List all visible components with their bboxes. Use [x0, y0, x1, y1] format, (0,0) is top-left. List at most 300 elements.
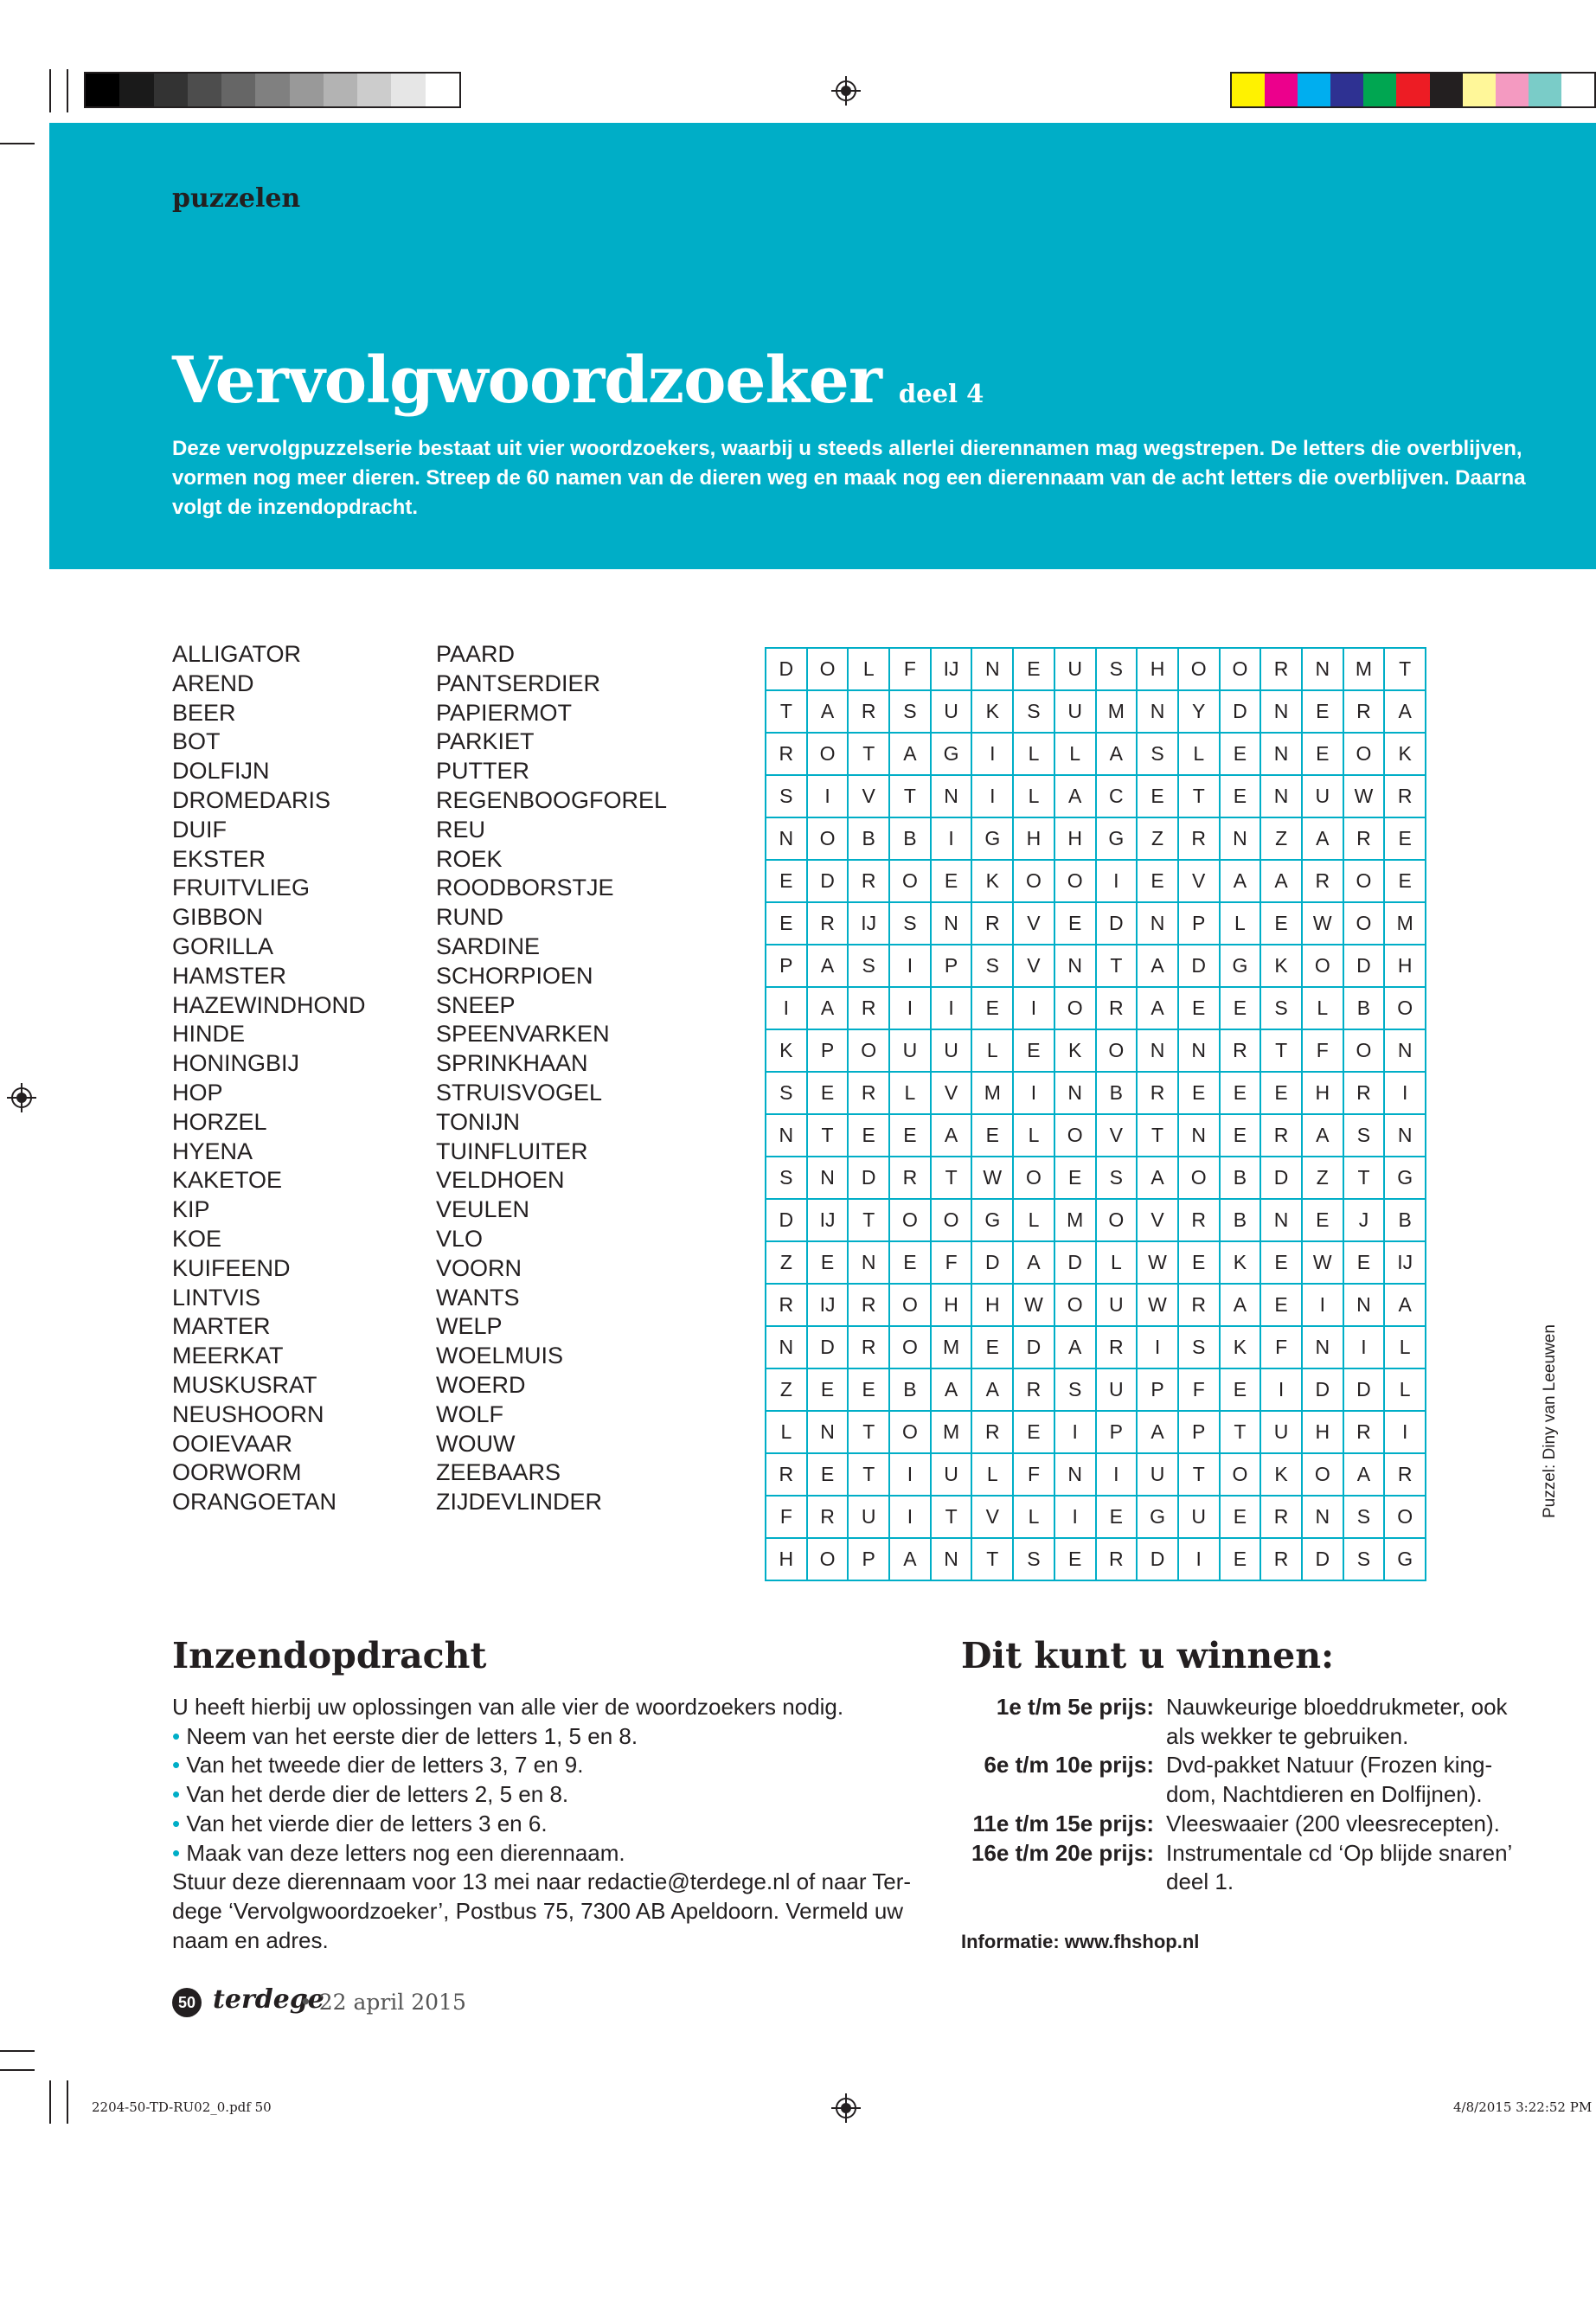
grid-cell: T: [889, 775, 931, 817]
grid-cell: E: [1054, 902, 1096, 945]
grid-cell: A: [1137, 1411, 1178, 1453]
grid-cell: O: [1343, 733, 1385, 775]
grid-cell: L: [1013, 1199, 1054, 1241]
grid-cell: N: [807, 1411, 849, 1453]
grid-cell: O: [1220, 648, 1261, 690]
grid-cell: N: [931, 775, 972, 817]
grid-row: [766, 902, 1426, 945]
prize-row: [958, 1810, 1529, 1839]
grid-cell: H: [1302, 1411, 1343, 1453]
grid-cell: U: [931, 1453, 972, 1496]
word-list-item: DOLFIJN: [172, 758, 270, 785]
grid-cell: I: [1384, 1072, 1426, 1114]
grid-cell: I: [766, 987, 807, 1029]
grid-row: [766, 1496, 1426, 1538]
grid-row: [766, 1241, 1426, 1284]
grid-cell: U: [1054, 690, 1096, 733]
grid-row: [766, 690, 1426, 733]
grid-cell: S: [1137, 733, 1178, 775]
word-list-item: ALLIGATOR: [172, 641, 302, 667]
grid-cell: F: [1013, 1453, 1054, 1496]
grid-cell: A: [931, 1368, 972, 1411]
grid-cell: O: [1054, 1114, 1096, 1157]
color-swatch: [1463, 74, 1496, 106]
grid-cell: I: [971, 775, 1013, 817]
grid-cell: Z: [1302, 1157, 1343, 1199]
grid-cell: E: [807, 1453, 849, 1496]
grid-cell: L: [971, 1029, 1013, 1072]
grid-cell: IJ: [848, 902, 889, 945]
assignment-step: [172, 1839, 925, 1868]
grayscale-bar: [84, 72, 461, 108]
grid-cell: A: [1302, 817, 1343, 860]
grid-cell: H: [766, 1538, 807, 1580]
grid-cell: L: [1096, 1241, 1138, 1284]
grid-cell: L: [1013, 733, 1054, 775]
grid-cell: E: [1220, 1114, 1261, 1157]
word-list-item: RUND: [436, 904, 503, 931]
grid-cell: T: [1220, 1411, 1261, 1453]
grid-cell: I: [1054, 1411, 1096, 1453]
grid-cell: D: [971, 1241, 1013, 1284]
grid-cell: D: [807, 860, 849, 902]
grid-cell: L: [1384, 1326, 1426, 1368]
grid-cell: P: [766, 945, 807, 987]
word-list-item: KUIFEEND: [172, 1254, 291, 1281]
grid-cell: L: [1013, 1496, 1054, 1538]
grid-cell: V: [848, 775, 889, 817]
grid-cell: E: [1220, 733, 1261, 775]
grid-cell: R: [807, 902, 849, 945]
grid-row: [766, 817, 1426, 860]
assignment-step: [172, 1722, 925, 1752]
grid-cell: R: [848, 1072, 889, 1114]
grid-cell: I: [971, 733, 1013, 775]
grid-cell: E: [1013, 1029, 1054, 1072]
grid-cell: I: [1054, 1496, 1096, 1538]
grid-cell: E: [931, 860, 972, 902]
word-list-item: SCHORPIOEN: [436, 962, 593, 989]
prize-rank: 6e t/m 10e prijs:: [984, 1752, 1154, 1779]
grid-cell: T: [766, 690, 807, 733]
grid-cell: K: [1054, 1029, 1096, 1072]
grid-cell: L: [1013, 775, 1054, 817]
grid-cell: K: [766, 1029, 807, 1072]
grid-cell: S: [1178, 1326, 1220, 1368]
page-subtitle: deel 4: [898, 379, 984, 408]
grid-cell: Z: [1260, 817, 1302, 860]
section-label: puzzelen: [172, 183, 301, 214]
grid-row: [766, 1029, 1426, 1072]
word-list-item: OORWORM: [172, 1459, 302, 1486]
grid-cell: S: [1343, 1538, 1385, 1580]
grid-cell: E: [1384, 860, 1426, 902]
prize-rank: 11e t/m 15e prijs:: [972, 1810, 1154, 1836]
grid-row: [766, 1284, 1426, 1326]
word-list-item: MARTER: [172, 1313, 271, 1340]
grid-cell: R: [766, 1284, 807, 1326]
grid-cell: S: [971, 945, 1013, 987]
grid-cell: Z: [766, 1368, 807, 1411]
grid-cell: A: [1054, 775, 1096, 817]
page-number-badge: 50: [172, 1988, 202, 2017]
prizes-info-link: Informatie: www.fhshop.nl: [961, 1931, 1200, 1952]
grid-cell: I: [1384, 1411, 1426, 1453]
grid-cell: R: [1343, 817, 1385, 860]
grid-cell: B: [848, 817, 889, 860]
intro-text: Deze vervolgpuzzelserie bestaat uit vier woordzoekers, waarbij u steeds allerlei dierennamen mag wegstrepen. De letters die overblijven, vormen nog meer dieren. Streep de 60 namen van de dieren weg en maak nog een dierennaam van de acht letters die overblijven. Daarna volgt de inzendopdracht.: [172, 437, 1526, 519]
grid-cell: I: [889, 1453, 931, 1496]
grid-cell: A: [1137, 945, 1178, 987]
assignment-step: [172, 1780, 925, 1810]
grid-cell: U: [1178, 1496, 1220, 1538]
grid-cell: M: [931, 1411, 972, 1453]
grid-cell: R: [971, 902, 1013, 945]
grid-cell: O: [1096, 1199, 1138, 1241]
word-list-item: TUINFLUITER: [436, 1138, 588, 1164]
grid-cell: N: [971, 648, 1013, 690]
prize-rank: 1e t/m 5e prijs:: [996, 1694, 1154, 1720]
crop-mark: [67, 69, 68, 112]
grid-cell: IJ: [1384, 1241, 1426, 1284]
word-list-item: STRUISVOGEL: [436, 1079, 603, 1106]
grid-cell: S: [1343, 1496, 1385, 1538]
word-list-item: VELDHOEN: [436, 1167, 565, 1194]
grid-cell: B: [1096, 1072, 1138, 1114]
grid-cell: T: [848, 733, 889, 775]
grid-cell: T: [1343, 1157, 1385, 1199]
grid-cell: T: [848, 1411, 889, 1453]
grid-cell: L: [971, 1453, 1013, 1496]
grid-cell: O: [1013, 1157, 1054, 1199]
grid-cell: W: [1013, 1284, 1054, 1326]
word-list-item: VOORN: [436, 1254, 522, 1281]
grid-cell: F: [889, 648, 931, 690]
grid-cell: R: [1178, 1284, 1220, 1326]
grid-cell: P: [1178, 1411, 1220, 1453]
word-list-item: NEUSHOORN: [172, 1400, 324, 1427]
grid-row: [766, 733, 1426, 775]
assignment-step: [172, 1751, 925, 1780]
grid-cell: E: [807, 1241, 849, 1284]
word-list-item: WOLF: [436, 1400, 503, 1427]
grid-cell: P: [1137, 1368, 1178, 1411]
grid-cell: M: [1054, 1199, 1096, 1241]
color-swatch: [86, 74, 119, 106]
title-block: [172, 343, 984, 418]
grid-cell: A: [1137, 987, 1178, 1029]
prize-description: Nauwkeurige bloeddrukmeter, ook als wekker te gebruiken.: [1166, 1694, 1508, 1749]
color-swatch: [1232, 74, 1265, 106]
grid-cell: O: [889, 1411, 931, 1453]
grid-cell: R: [848, 860, 889, 902]
grid-cell: N: [1178, 1114, 1220, 1157]
word-list-column-2: [436, 640, 667, 1517]
grid-cell: P: [848, 1538, 889, 1580]
word-list-item: WANTS: [436, 1284, 520, 1311]
word-list-item: SARDINE: [436, 933, 541, 959]
grid-cell: S: [1013, 1538, 1054, 1580]
registration-mark-icon: [831, 76, 861, 106]
grid-cell: R: [1343, 1411, 1385, 1453]
grid-cell: H: [1137, 648, 1178, 690]
grid-cell: O: [1054, 987, 1096, 1029]
grid-cell: E: [971, 1114, 1013, 1157]
grid-cell: R: [1137, 1072, 1178, 1114]
grid-cell: G: [1137, 1496, 1178, 1538]
grid-cell: F: [931, 1241, 972, 1284]
grid-cell: L: [1054, 733, 1096, 775]
prize-description: Dvd-pakket Natuur (Frozen king-dom, Nachtdieren en Dolfijnen).: [1166, 1752, 1493, 1808]
grid-cell: R: [766, 733, 807, 775]
grid-cell: A: [1096, 733, 1138, 775]
grid-cell: G: [1096, 817, 1138, 860]
page-title: Vervolgwoordzoeker: [172, 343, 881, 418]
crop-mark: [67, 2080, 68, 2124]
grid-cell: D: [1096, 902, 1138, 945]
word-list-item: FRUITVLIEG: [172, 875, 311, 901]
prize-row: [958, 1693, 1529, 1751]
grid-cell: R: [1302, 860, 1343, 902]
grid-cell: E: [1013, 648, 1054, 690]
grid-cell: E: [971, 1326, 1013, 1368]
grid-cell: P: [1096, 1411, 1138, 1453]
color-swatch: [357, 74, 391, 106]
grid-cell: D: [1013, 1326, 1054, 1368]
word-list-item: BEER: [172, 699, 236, 726]
grid-cell: O: [889, 1284, 931, 1326]
grid-cell: R: [1343, 690, 1385, 733]
color-swatch: [188, 74, 221, 106]
grid-cell: O: [807, 1538, 849, 1580]
grid-cell: M: [1343, 648, 1385, 690]
grid-cell: O: [807, 648, 849, 690]
grid-cell: S: [1054, 1368, 1096, 1411]
grid-cell: M: [931, 1326, 972, 1368]
grid-cell: T: [931, 1496, 972, 1538]
grid-cell: I: [1096, 1453, 1138, 1496]
grid-cell: N: [1384, 1114, 1426, 1157]
grid-cell: B: [1220, 1157, 1261, 1199]
grid-cell: E: [1260, 1072, 1302, 1114]
grid-cell: F: [1178, 1368, 1220, 1411]
grid-cell: I: [889, 1496, 931, 1538]
grid-cell: O: [1343, 860, 1385, 902]
grid-cell: U: [848, 1496, 889, 1538]
grid-cell: W: [1137, 1284, 1178, 1326]
grid-cell: D: [1260, 1157, 1302, 1199]
crop-mark: [49, 2080, 51, 2124]
grid-row: [766, 1326, 1426, 1368]
grid-cell: D: [807, 1326, 849, 1368]
word-list-item: HAMSTER: [172, 962, 287, 989]
grid-cell: S: [766, 1157, 807, 1199]
grid-cell: R: [1178, 1199, 1220, 1241]
grid-cell: E: [1260, 1284, 1302, 1326]
grid-cell: W: [1302, 1241, 1343, 1284]
grid-cell: T: [1096, 945, 1138, 987]
color-swatch: [119, 74, 153, 106]
word-list-column-1: [172, 640, 366, 1517]
grid-cell: N: [931, 1538, 972, 1580]
grid-cell: O: [1384, 1496, 1426, 1538]
grid-cell: F: [1302, 1029, 1343, 1072]
word-list-item: DROMEDARIS: [172, 786, 331, 813]
brand-logo: terdege: [213, 1984, 324, 2015]
grid-cell: M: [1096, 690, 1138, 733]
grid-cell: R: [1384, 775, 1426, 817]
grid-cell: K: [1220, 1326, 1261, 1368]
print-timestamp: 4/8/2015 3:22:52 PM: [1453, 2099, 1593, 2115]
grid-cell: W: [1343, 775, 1385, 817]
word-list-item: ZEEBAARS: [436, 1459, 561, 1486]
assignment-step-text: Van het vierde dier de letters 3 en 6.: [186, 1810, 548, 1836]
grid-cell: G: [1220, 945, 1261, 987]
grid-cell: B: [1343, 987, 1385, 1029]
grid-cell: F: [1260, 1326, 1302, 1368]
grid-cell: B: [1384, 1199, 1426, 1241]
word-list-item: ROEK: [436, 845, 503, 872]
grid-cell: R: [1260, 1538, 1302, 1580]
grid-cell: N: [1343, 1284, 1385, 1326]
grid-row: [766, 1072, 1426, 1114]
grid-cell: A: [1013, 1241, 1054, 1284]
grid-cell: N: [1260, 775, 1302, 817]
grid-cell: R: [1013, 1368, 1054, 1411]
grid-cell: N: [1260, 733, 1302, 775]
grid-cell: E: [1260, 1241, 1302, 1284]
grid-cell: O: [931, 1199, 972, 1241]
grid-cell: H: [1302, 1072, 1343, 1114]
word-list-item: KOE: [172, 1225, 222, 1252]
grid-cell: G: [971, 1199, 1013, 1241]
grid-cell: T: [848, 1453, 889, 1496]
assignment-step: [172, 1810, 925, 1839]
grid-cell: O: [1178, 1157, 1220, 1199]
issue-date: • 22 april 2015: [299, 1990, 466, 2015]
grid-cell: N: [1137, 690, 1178, 733]
color-bar: [1230, 72, 1596, 108]
grid-row: [766, 945, 1426, 987]
grid-cell: A: [1384, 1284, 1426, 1326]
color-swatch: [1430, 74, 1463, 106]
grid-cell: O: [1054, 1284, 1096, 1326]
grid-cell: T: [1260, 1029, 1302, 1072]
grid-cell: E: [1220, 1496, 1261, 1538]
word-list-item: ORANGOETAN: [172, 1489, 337, 1516]
grid-cell: R: [1220, 1029, 1261, 1072]
word-list-item: VLO: [436, 1225, 484, 1252]
word-list-item: PAPIERMOT: [436, 699, 573, 726]
grid-cell: L: [1178, 733, 1220, 775]
word-list-item: MUSKUSRAT: [172, 1371, 317, 1398]
color-swatch: [1363, 74, 1396, 106]
bullet-icon: •: [172, 1810, 187, 1836]
bullet-icon: •: [172, 1781, 187, 1808]
grid-cell: K: [1220, 1241, 1261, 1284]
grid-cell: E: [1137, 860, 1178, 902]
grid-cell: A: [1260, 860, 1302, 902]
grid-cell: P: [931, 945, 972, 987]
grid-cell: R: [1096, 1538, 1138, 1580]
grid-cell: I: [1096, 860, 1138, 902]
grid-cell: E: [1220, 1368, 1261, 1411]
grid-cell: I: [807, 775, 849, 817]
grid-cell: I: [1178, 1538, 1220, 1580]
puzzle-credit: Puzzel: Diny van Leeuwen: [1541, 1324, 1559, 1518]
grid-cell: B: [1220, 1199, 1261, 1241]
grid-cell: E: [1178, 1241, 1220, 1284]
grid-cell: E: [1343, 1241, 1385, 1284]
grid-cell: U: [1260, 1411, 1302, 1453]
word-list-item: GIBBON: [172, 904, 264, 931]
grid-cell: R: [1343, 1072, 1385, 1114]
grid-cell: O: [1384, 987, 1426, 1029]
crop-mark: [49, 69, 51, 112]
grid-cell: E: [1013, 1411, 1054, 1453]
grid-row: [766, 1199, 1426, 1241]
grid-row: [766, 1538, 1426, 1580]
grid-cell: D: [1054, 1241, 1096, 1284]
color-swatch: [426, 74, 459, 106]
grid-cell: E: [1302, 733, 1343, 775]
grid-cell: R: [1096, 987, 1138, 1029]
word-list-item: VEULEN: [436, 1196, 530, 1223]
color-swatch: [290, 74, 324, 106]
word-search-grid: [765, 647, 1426, 1581]
grid-cell: S: [1013, 690, 1054, 733]
grid-cell: D: [1343, 945, 1385, 987]
color-swatch: [1561, 74, 1594, 106]
registration-mark-icon: [7, 1083, 36, 1112]
grid-cell: E: [1384, 817, 1426, 860]
word-list-item: ZIJDEVLINDER: [436, 1489, 603, 1516]
grid-cell: N: [931, 902, 972, 945]
grid-cell: L: [1384, 1368, 1426, 1411]
grid-cell: M: [1384, 902, 1426, 945]
color-swatch: [1396, 74, 1429, 106]
grid-cell: E: [971, 987, 1013, 1029]
grid-cell: B: [889, 817, 931, 860]
grid-cell: N: [807, 1157, 849, 1199]
grid-cell: O: [1096, 1029, 1138, 1072]
grid-cell: Z: [1137, 817, 1178, 860]
grid-cell: L: [766, 1411, 807, 1453]
color-swatch: [391, 74, 425, 106]
word-list-item: HOP: [172, 1079, 223, 1106]
grid-cell: A: [1343, 1453, 1385, 1496]
grid-cell: E: [1054, 1157, 1096, 1199]
grid-cell: D: [1343, 1368, 1385, 1411]
bullet-icon: •: [172, 1752, 187, 1779]
grid-cell: O: [1054, 860, 1096, 902]
grid-cell: E: [848, 1114, 889, 1157]
grid-cell: H: [1013, 817, 1054, 860]
grid-cell: A: [1220, 860, 1261, 902]
word-list-item: ROODBORSTJE: [436, 875, 614, 901]
grid-cell: N: [766, 1326, 807, 1368]
grid-cell: D: [848, 1157, 889, 1199]
grid-row: [766, 648, 1426, 690]
word-list-item: HORZEL: [172, 1108, 267, 1135]
grid-cell: R: [1384, 1453, 1426, 1496]
grid-cell: O: [1343, 902, 1385, 945]
grid-cell: E: [1260, 902, 1302, 945]
grid-cell: R: [848, 1326, 889, 1368]
assignment-step-text: Maak van deze letters nog een dierennaam.: [186, 1839, 625, 1866]
grid-cell: H: [1054, 817, 1096, 860]
grid-cell: T: [1178, 775, 1220, 817]
